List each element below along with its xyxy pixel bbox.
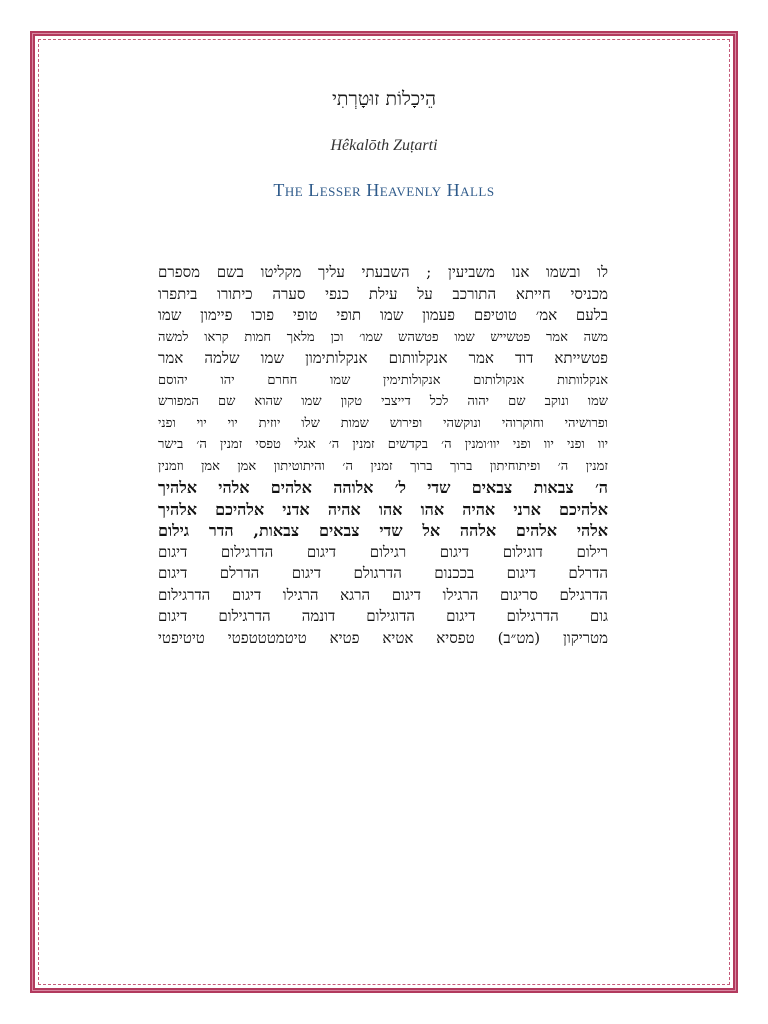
text-line: זמנין ה׳ ופיתוחיתון ברוך ברוך זמנין ה׳ והיתוטיתון אמן אמן וזמנין (158, 458, 608, 474)
text-line: שמו ונוקב שם יהוה לכל דייצבי טקון שמו שהוא שם המפורש (158, 394, 608, 409)
text-line: בלעם אמ׳ טוטיפם פעמון שמו תופי טופי פוכו פיימון שמו (158, 306, 608, 324)
english-title: The Lesser Heavenly Halls (273, 180, 495, 200)
text-line: רילום דוגילום דיגום רגילום דיגום הדרגילום דיגום (158, 542, 608, 561)
text-line: מכניסי חייתא התורכב על עילת כנפי סערה כיתורו ביתפרו (158, 284, 608, 303)
text-line: פטשייתא דוד אמר אנקלוותום אנקלותימון שמו שלמה אמר (158, 349, 608, 367)
text-line: הדרלם דיגום בככנום הדרגולם דיגום הדרלם דיגום (158, 564, 608, 582)
text-line: אלהי אלהים אלהה אל שדי צבאים צבאות, הדר גילום (158, 521, 608, 540)
text-line: לו ובשמו אנו משביעין ; השבעתי עליך מקליטו בשם מספרם (158, 263, 608, 281)
text-line: ה׳ צבאות צבאים שדי ל׳ אלוהה אלהים אלהי אלהיך (158, 478, 608, 497)
hebrew-title: הֵיכָלוֹת זוּטָרְתִי (331, 88, 437, 110)
text-line: אנקלוותות אנקולותום אנקולותימין שמו חחרם יהו יהוסם (158, 372, 608, 388)
transliterated-title: Hêkalōth Zuṭarti (330, 137, 438, 154)
text-line: יוו ופני יוו ופני יוו׳ומנין ה׳ בקדשים זמנין ה׳ אגלי טפסי זמנין ה׳ בישר (158, 437, 608, 452)
text-line: הדרגילם סריגום הרגילו דיגום הרגא הרגילו דיגום הדרגילום (158, 585, 608, 604)
text-line: משה אמר פטשייש שמו פטשהש שמו׳ וכן מלאך חמות קראו למשה (158, 329, 608, 345)
text-line: גום הדרגילום דיגום הדוגילום דונמה הדרגילום דיגום (158, 607, 608, 625)
hebrew-text-block (158, 262, 608, 692)
text-line: מטריקון (מט״ב) טפסיא אטיא פטיא טיטמטטטפטי טיטיפטי (158, 628, 608, 647)
text-line: אלהיכם ארני אהיה אהו אהו אהיה אדני אלהיכם אלהיך (158, 499, 608, 519)
text-line: ופרושיהי וחוקרוהי ונוקשהי ופירוש שמות שלו יוזית יוי יוי ופני (158, 415, 608, 431)
